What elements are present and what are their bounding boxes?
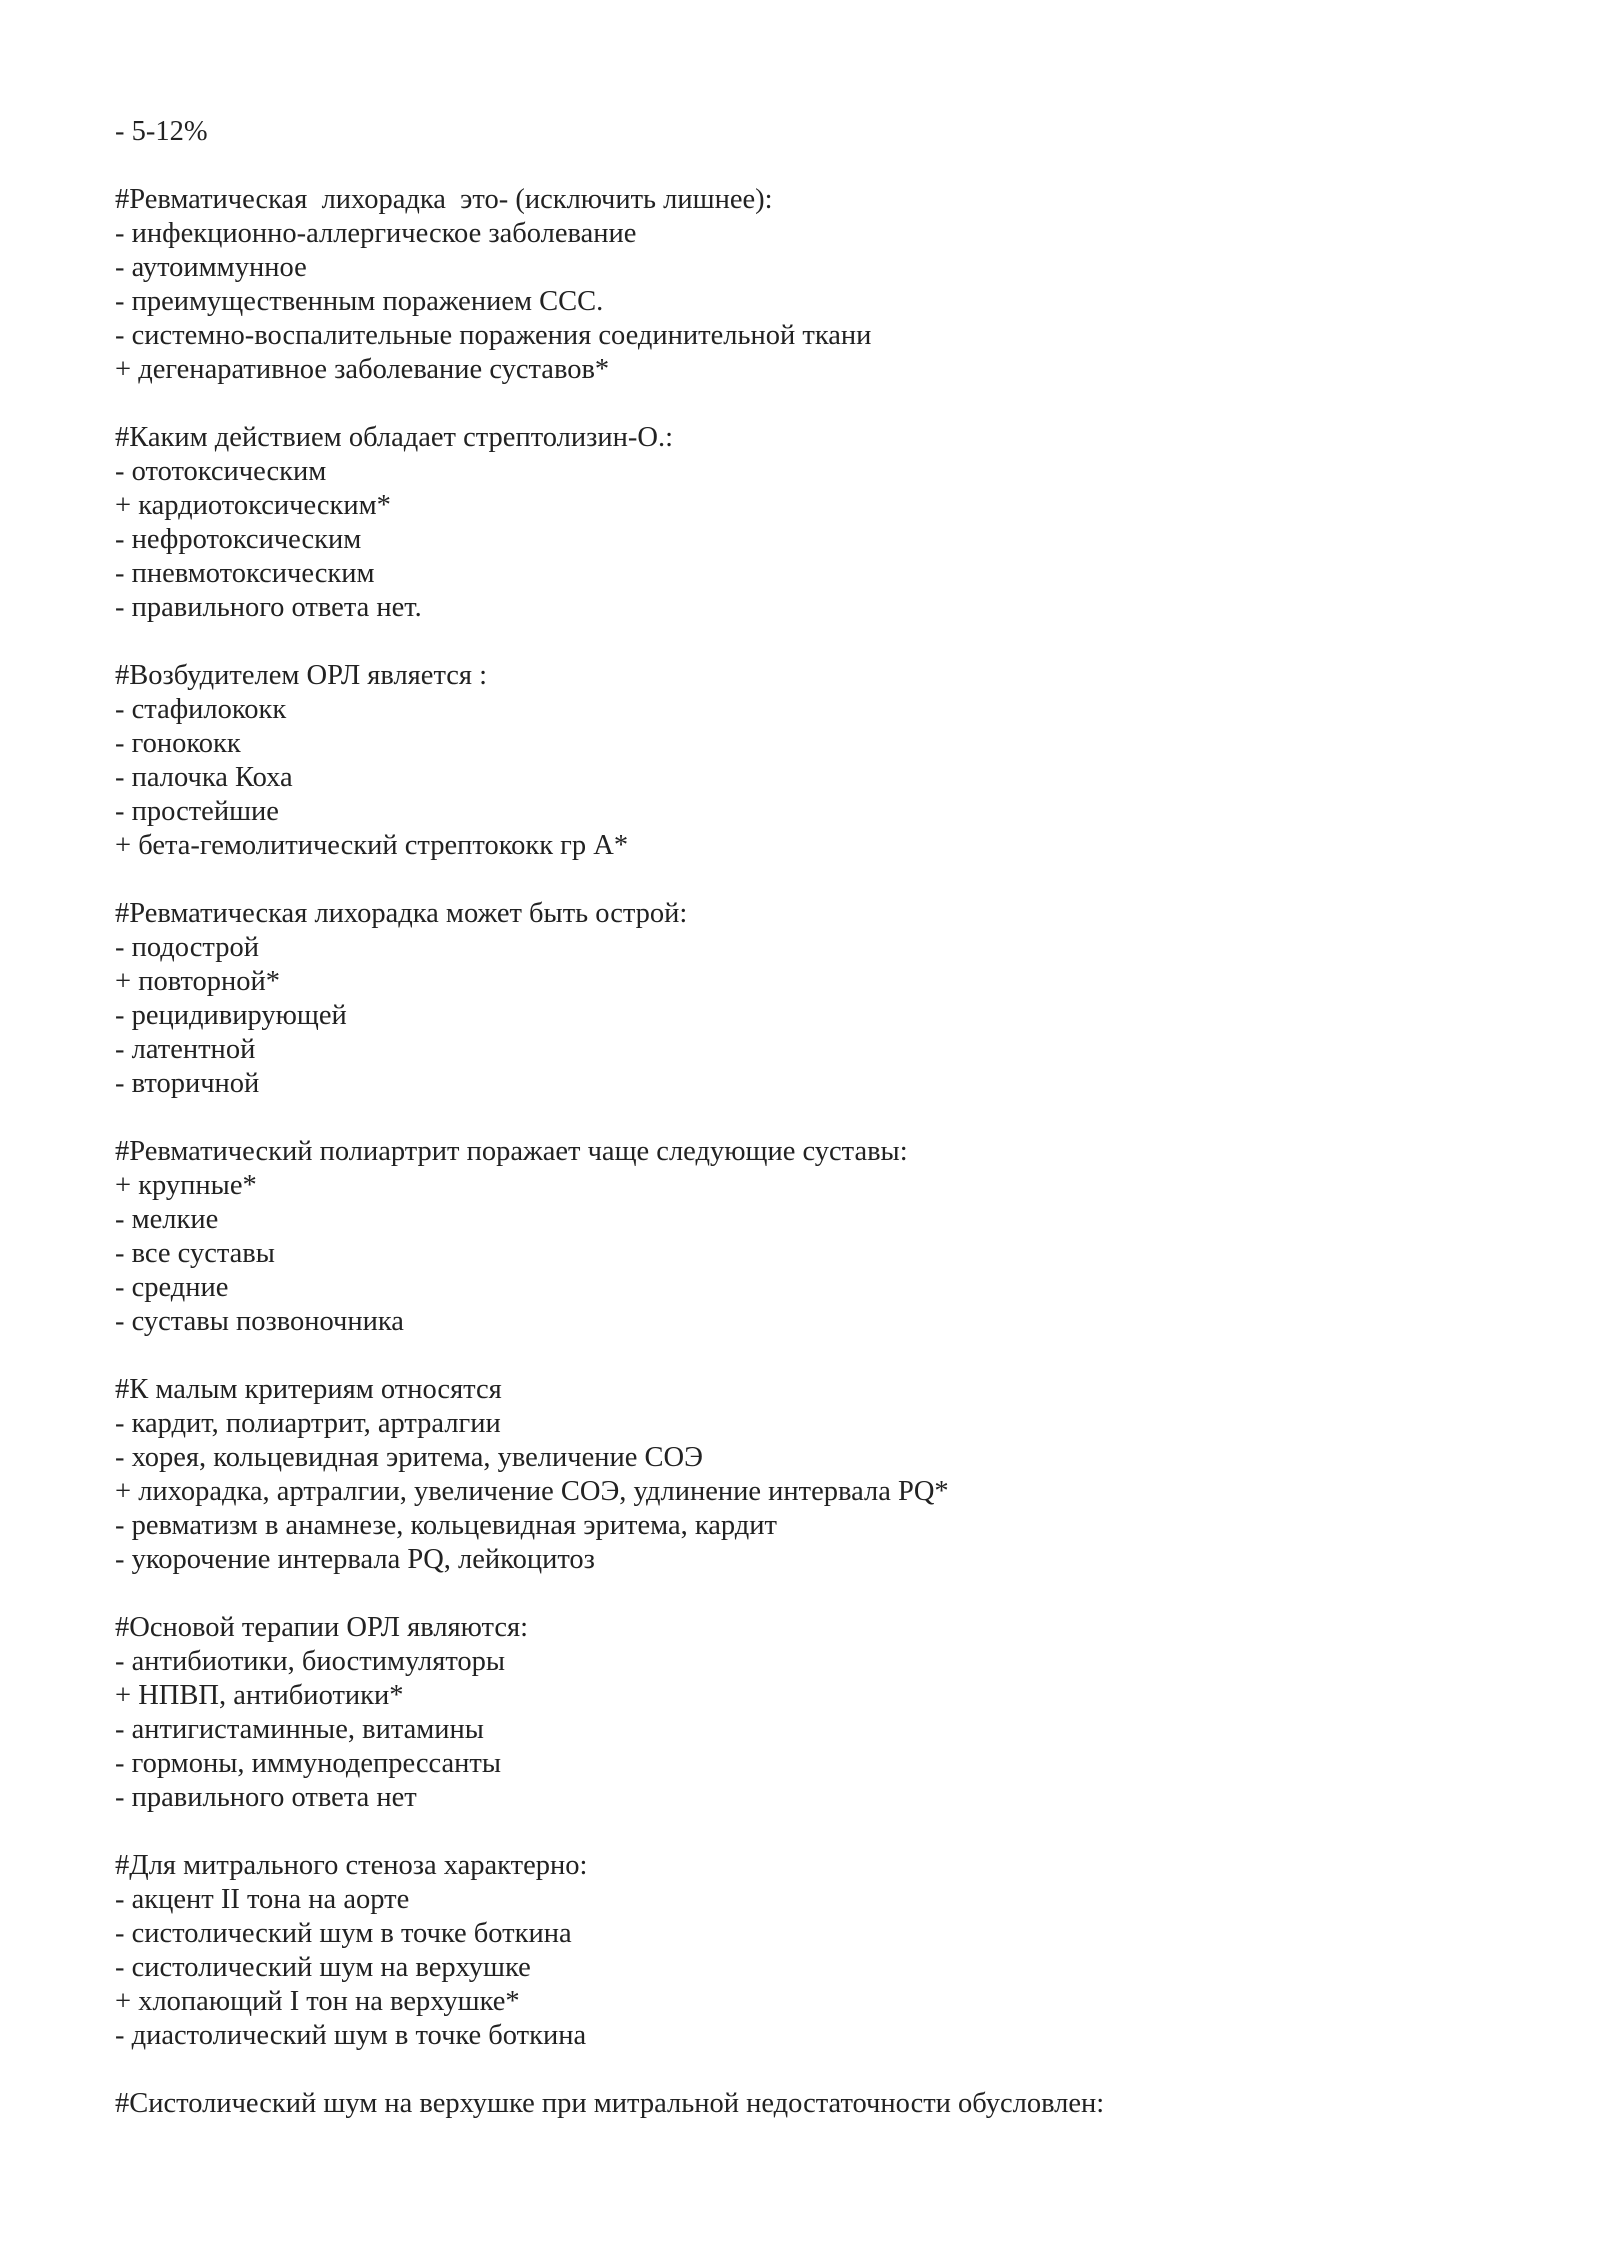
answer-option-correct: + повторной*	[115, 966, 281, 997]
question-text: #Возбудителем ОРЛ является :	[115, 660, 488, 691]
answer-option: - пневмотоксическим	[115, 558, 375, 589]
answer-option: - инфекционно-аллергическое заболевание	[115, 218, 637, 249]
question-text: #Ревматическая лихорадка может быть острой:	[115, 898, 688, 929]
answer-option: - антибиотики, биостимуляторы	[115, 1646, 506, 1677]
answer-option: - стафилококк	[115, 694, 287, 725]
answer-option: - подострой	[115, 932, 259, 963]
answer-option-correct: + крупные*	[115, 1170, 257, 1201]
blank-line	[115, 1577, 1515, 1611]
answer-option: - средние	[115, 1272, 229, 1303]
answer-option-correct: + НПВП, антибиотики*	[115, 1680, 404, 1711]
question-block	[115, 183, 1515, 387]
answer-option: - гормоны, иммунодепрессанты	[115, 1748, 502, 1779]
answer-option: - гонококк	[115, 728, 241, 759]
question-block	[115, 897, 1515, 1101]
question-block	[115, 2087, 1515, 2121]
question-block	[115, 1611, 1515, 1815]
answer-option: - правильного ответа нет.	[115, 592, 422, 623]
question-block	[115, 421, 1515, 625]
blank-line	[115, 2053, 1515, 2087]
answer-option-correct: + кардиотоксическим*	[115, 490, 391, 521]
answer-option: - простейшие	[115, 796, 279, 827]
blank-line	[115, 387, 1515, 421]
answer-option: - укорочение интервала PQ, лейкоцитоз	[115, 1544, 595, 1575]
answer-option: - вторичной	[115, 1068, 260, 1099]
answer-option-correct: + хлопающий I тон на верхушке*	[115, 1986, 520, 2017]
answer-option: - систолический шум в точке боткина	[115, 1918, 572, 1949]
question-text: #Систолический шум на верхушке при митральной недостаточности обусловлен:	[115, 2088, 1105, 2119]
blank-line	[115, 1815, 1515, 1849]
question-block	[115, 1135, 1515, 1339]
answer-option: - рецидивирующей	[115, 1000, 347, 1031]
question-block	[115, 1373, 1515, 1577]
question-block	[115, 1849, 1515, 2053]
question-text: #Каким действием обладает стрептолизин-О.:	[115, 422, 674, 453]
answer-option: - аутоиммунное	[115, 252, 307, 283]
question-text: #Ревматическая лихорадка это- (исключить лишнее):	[115, 184, 773, 215]
answer-option: - хорея, кольцевидная эритема, увеличение СОЭ	[115, 1442, 703, 1473]
answer-option: - системно-воспалительные поражения соединительной ткани	[115, 320, 872, 351]
answer-option: - все суставы	[115, 1238, 275, 1269]
question-block	[115, 659, 1515, 863]
answer-option: - антигистаминные, витамины	[115, 1714, 484, 1745]
question-text: #Для митрального стеноза характерно:	[115, 1850, 588, 1881]
answer-option: - суставы позвоночника	[115, 1306, 404, 1337]
answer-option: - латентной	[115, 1034, 256, 1065]
question-text: #Ревматический полиартрит поражает чаще следующие суставы:	[115, 1136, 908, 1167]
answer-option: - мелкие	[115, 1204, 219, 1235]
answer-option: - ревматизм в анамнезе, кольцевидная эритема, кардит	[115, 1510, 777, 1541]
answer-option: - нефротоксическим	[115, 524, 362, 555]
question-text: #К малым критериям относятся	[115, 1374, 502, 1405]
answer-option: - ототоксическим	[115, 456, 327, 487]
answer-option: - акцент II тона на аорте	[115, 1884, 410, 1915]
answer-option: - диастолический шум в точке боткина	[115, 2020, 587, 2051]
answer-option: - преимущественным поражением ССС.	[115, 286, 604, 317]
blank-line	[115, 625, 1515, 659]
blank-line	[115, 149, 1515, 183]
answer-option: - систолический шум на верхушке	[115, 1952, 531, 1983]
answer-option-correct: + лихорадка, артралгии, увеличение СОЭ, удлинение интервала PQ*	[115, 1476, 949, 1507]
intro-line: - 5-12%	[115, 116, 208, 147]
blank-line	[115, 1101, 1515, 1135]
answer-option: - правильного ответа нет	[115, 1782, 417, 1813]
blank-line	[115, 863, 1515, 897]
answer-option: - палочка Коха	[115, 762, 293, 793]
question-text: #Основой терапии ОРЛ являются:	[115, 1612, 529, 1643]
answer-option: - кардит, полиартрит, артралгии	[115, 1408, 501, 1439]
document-page	[115, 115, 1515, 2121]
answer-option-correct: + дегенаративное заболевание суставов*	[115, 354, 610, 385]
blank-line	[115, 1339, 1515, 1373]
answer-option-correct: + бета-гемолитический стрептококк гр А*	[115, 830, 629, 861]
